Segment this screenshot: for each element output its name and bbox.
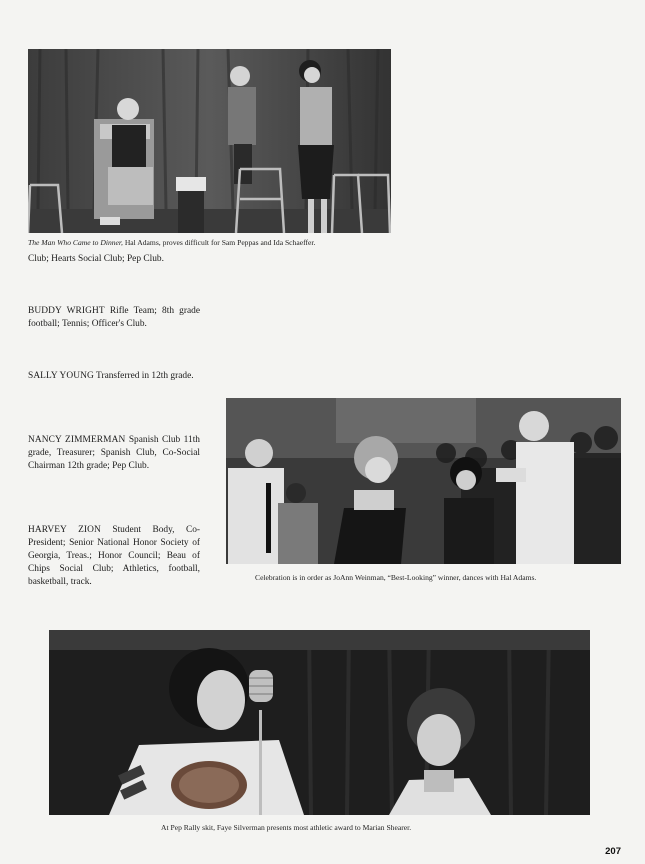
bio-nancy-zimmerman (28, 434, 200, 473)
play-title: The Man Who Came to Dinner, (28, 238, 123, 247)
bio-name: NANCY ZIMMERMAN (28, 435, 126, 445)
bio-text: Student Body, Co-President; Senior National Honor Society of Georgia, Treas.; Honor Council; Beau of Chips Social Club; Athletics, football, basketball, track. (28, 525, 201, 587)
bio-text: Spanish Club 11th grade, Treasurer; Spanish Club, Co-Social Chairman 12th grade; Pep Club. (28, 435, 200, 471)
bio-harvey-zion (28, 524, 200, 589)
bio-sally-young (28, 370, 200, 383)
bio-text: Transferred in 12th grade. (93, 371, 194, 381)
dance-photo (226, 398, 621, 564)
pep-rally-caption: At Pep Rally skit, Faye Silverman presents most athletic award to Marian Shearer. (161, 823, 412, 832)
bio-continuation: Club; Hearts Social Club; Pep Club. (28, 254, 164, 264)
bio-name: HARVEY ZION (28, 525, 101, 535)
bio-text: Rifle Team; 8th grade football; Tennis; Officer's Club. (28, 306, 200, 329)
stage-play-caption (28, 238, 315, 248)
bio-name: SALLY YOUNG (28, 371, 94, 381)
bio-buddy-wright (28, 305, 200, 331)
caption-text: Hal Adams, proves difficult for Sam Peppas and Ida Schaeffer. (122, 238, 316, 247)
stage-play-photo (28, 49, 391, 233)
page-number: 207 (605, 846, 621, 857)
pep-rally-photo (49, 630, 590, 815)
dance-caption: Celebration is in order as JoAnn Weinman, “Best-Looking” winner, dances with Hal Adams. (255, 573, 537, 582)
bio-name: BUDDY WRIGHT (28, 306, 105, 316)
